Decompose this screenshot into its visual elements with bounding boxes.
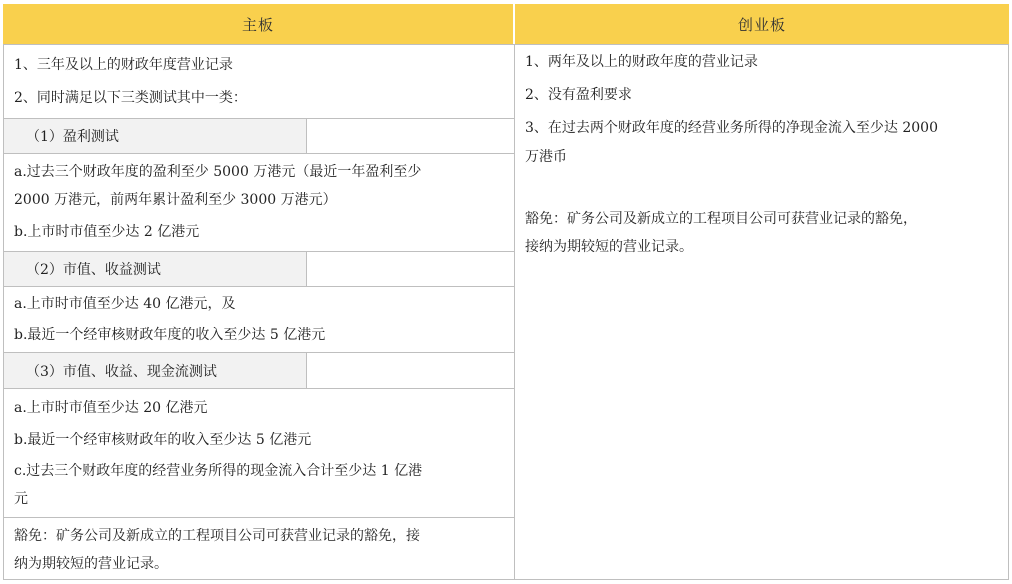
gem-req-3-line1: 3、在过去两个财政年度的经营业务所得的净现金流入至少达 2000 <box>525 120 938 136</box>
test-1-title: （1）盈利测试 <box>4 119 307 153</box>
test-1-header-row <box>4 118 514 154</box>
main-board-header-label: 主板 <box>241 15 274 34</box>
test-3-title: （3）市值、收益、现金流测试 <box>4 353 307 388</box>
test-3-header-row <box>4 352 514 389</box>
gem-req-1: 1、两年及以上的财政年度的营业记录 <box>525 54 758 70</box>
test-2-b: b.最近一个经审核财政年度的收入至少达 5 亿港元 <box>14 327 326 343</box>
main-board-header <box>3 4 513 44</box>
test-1-a-line2: 2000 万港元，前两年累计盈利至少 3000 万港元） <box>14 192 337 208</box>
gem-board-column <box>514 44 1009 580</box>
test-3-c-line1: c.过去三个财政年度的经营业务所得的现金流入合计至少达 1 亿港 <box>14 463 423 479</box>
exemption-divider <box>4 517 514 518</box>
test-2-header-row <box>4 251 514 287</box>
test-2-a: a.上市时市值至少达 40 亿港元，及 <box>14 296 236 312</box>
gem-req-2: 2、没有盈利要求 <box>525 87 632 103</box>
gem-board-header <box>515 4 1009 44</box>
gem-exemption-line1: 豁免：矿务公司及新成立的工程项目公司可获营业记录的豁免， <box>525 211 917 227</box>
main-exemption-line1: 豁免：矿务公司及新成立的工程项目公司可获营业记录的豁免，接 <box>14 528 420 544</box>
main-req-2: 2、同时满足以下三类测试其中一类： <box>14 90 247 106</box>
test-3-c-line2: 元 <box>14 491 28 507</box>
test-3-b: b.最近一个经审核财政年的收入至少达 5 亿港元 <box>14 432 312 448</box>
test-2-title: （2）市值、收益测试 <box>4 252 307 286</box>
test-3-a: a.上市时市值至少达 20 亿港元 <box>14 400 208 416</box>
gem-board-header-label: 创业板 <box>737 15 786 34</box>
test-1-a-line1: a.过去三个财政年度的盈利至少 5000 万港元（最近一年盈利至少 <box>14 164 422 180</box>
test-1-b: b.上市时市值至少达 2 亿港元 <box>14 224 200 240</box>
main-req-1: 1、三年及以上的财政年度营业记录 <box>14 57 233 73</box>
gem-req-3-line2: 万港币 <box>525 149 567 165</box>
main-exemption-line2: 纳为期较短的营业记录。 <box>14 556 168 572</box>
comparison-table <box>3 0 1009 580</box>
main-board-column <box>3 44 515 580</box>
gem-exemption-line2: 接纳为期较短的营业记录。 <box>525 239 693 255</box>
